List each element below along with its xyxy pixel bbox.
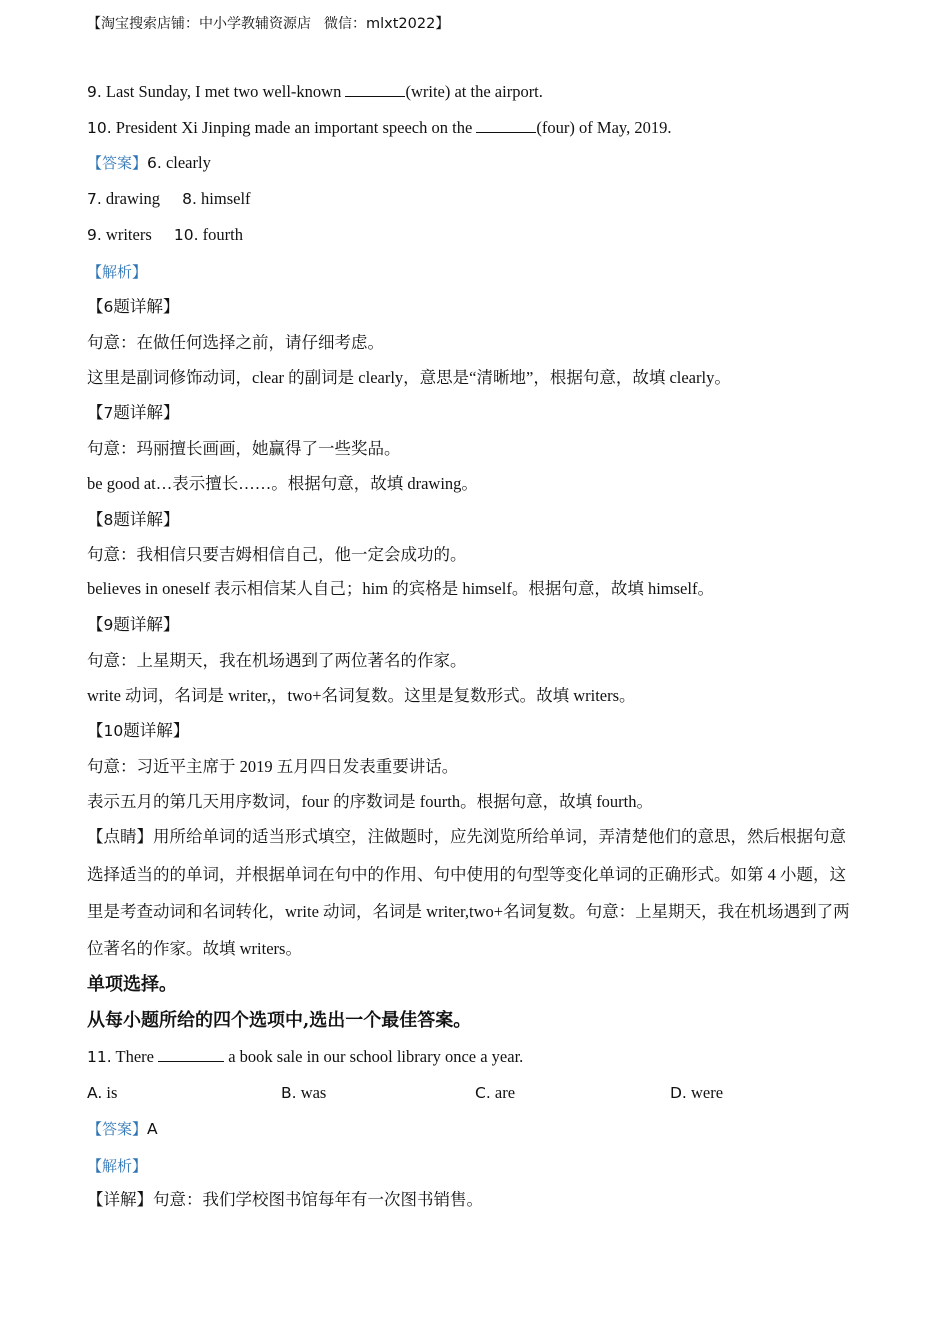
answer-6-number: 6.: [147, 154, 162, 172]
answer-10: fourth: [202, 225, 243, 244]
answer-7: drawing: [105, 189, 160, 208]
answer-6: clearly: [165, 153, 211, 172]
q11-option-b[interactable]: B. was: [281, 1083, 327, 1102]
answer-10-number: 10.: [173, 226, 199, 244]
q9-number: 9.: [87, 83, 102, 101]
q11-answer-value: A: [147, 1120, 158, 1138]
answer-line-1: [87, 153, 211, 173]
q8-detail-title: 【8题详解】: [87, 510, 180, 529]
answer-7-number: 7.: [87, 190, 102, 208]
header-wechat-id: mlxt2022: [366, 16, 436, 32]
q11-analysis-label: 【解析】: [87, 1157, 148, 1175]
q11-number: 11.: [87, 1048, 112, 1066]
q7-detail-line-1: 句意：玛丽擅长画画，她赢得了一些奖品。: [87, 439, 401, 458]
header-wechat-label: 微信：: [324, 17, 366, 32]
q7-detail-title: 【7题详解】: [87, 403, 180, 422]
q11-text-before: There: [115, 1047, 154, 1066]
q9-text-before: Last Sunday, I met two well-known: [105, 82, 342, 101]
answer-9-number: 9.: [87, 226, 102, 244]
answer-8: himself: [201, 189, 251, 208]
q9-detail-title: 【9题详解】: [87, 615, 180, 634]
section-title: 单项选择。: [87, 974, 177, 995]
q11-text-after: a book sale in our school library once a year.: [228, 1047, 524, 1066]
q7-detail-line-2: be good at…表示擅长……。根据句意，故填 drawing。: [87, 474, 478, 493]
q9-detail-line-1: 句意：上星期天，我在机场遇到了两位著名的作家。: [87, 651, 467, 670]
q10-number: 10.: [87, 119, 112, 137]
q9-blank: [345, 81, 405, 97]
q10-detail-title: 【10题详解】: [87, 721, 190, 740]
section-instruction: 从每小题所给的四个选项中,选出一个最佳答案。: [87, 1010, 472, 1031]
header-shop: 【淘宝搜索店铺：中小学教辅资源店: [87, 17, 311, 32]
q11-answer: [87, 1119, 158, 1139]
q8-detail-line-1: 句意：我相信只要吉姆相信自己，他一定会成功的。: [87, 545, 467, 564]
answer-9: writers: [105, 225, 152, 244]
header-close: 】: [435, 17, 450, 32]
answer-label: 【答案】: [87, 154, 148, 172]
answer-8-number: 8.: [182, 190, 197, 208]
q6-detail-title: 【6题详解】: [87, 297, 180, 316]
q9-detail-line-2: write 动词，名词是 writer,，two+名词复数。这里是复数形式。故填 writers。: [87, 686, 636, 705]
tip-line-4: 位著名的作家。故填 writers。: [87, 939, 302, 958]
q11-option-a[interactable]: A. is: [87, 1083, 118, 1102]
q11-blank: [158, 1046, 224, 1062]
q6-detail-line-2: 这里是副词修饰动词，clear 的副词是 clearly，意思是“清晰地”，根据句意，故填 clearly。: [87, 368, 731, 387]
q11-option-c[interactable]: C. are: [475, 1083, 516, 1102]
q11-option-d[interactable]: D. were: [670, 1083, 724, 1102]
q9-hint: (write) at the airport.: [405, 82, 543, 101]
tip-line-3: 里是考查动词和名词转化，write 动词，名词是 writer,two+名词复数。句意：上星期天，我在机场遇到了两: [87, 902, 850, 921]
q11-detail: 【详解】句意：我们学校图书馆每年有一次图书销售。: [87, 1190, 483, 1209]
question-10: [87, 117, 671, 138]
q11-answer-label: 【答案】: [87, 1120, 148, 1138]
q10-detail-line-1: 句意：习近平主席于 2019 五月四日发表重要讲话。: [87, 757, 459, 776]
tip-line-2: 选择适当的的单词，并根据单词在句中的作用、句中使用的句型等变化单词的正确形式。如第 4 小题，这: [87, 865, 846, 884]
tip-line-1: 【点睛】用所给单词的适当形式填空，注做题时，应先浏览所给单词，弄清楚他们的意思，然后根据句意: [87, 827, 846, 846]
answer-line-3: [87, 225, 243, 245]
analysis-label: 【解析】: [87, 263, 148, 281]
q6-detail-line-1: 句意：在做任何选择之前，请仔细考虑。: [87, 333, 384, 352]
q10-detail-line-2: 表示五月的第几天用序数词，four 的序数词是 fourth。根据句意，故填 fourth。: [87, 792, 654, 811]
q10-blank: [476, 117, 536, 133]
answer-line-2: [87, 189, 251, 209]
watermark-header: [87, 14, 449, 35]
q10-hint: (four) of May, 2019.: [536, 118, 672, 137]
question-11: [87, 1046, 523, 1067]
q8-detail-line-2: believes in oneself 表示相信某人自己；him 的宾格是 himself。根据句意，故填 himself。: [87, 579, 714, 598]
question-9: [87, 81, 543, 102]
q10-text-before: President Xi Jinping made an important speech on the: [115, 118, 473, 137]
